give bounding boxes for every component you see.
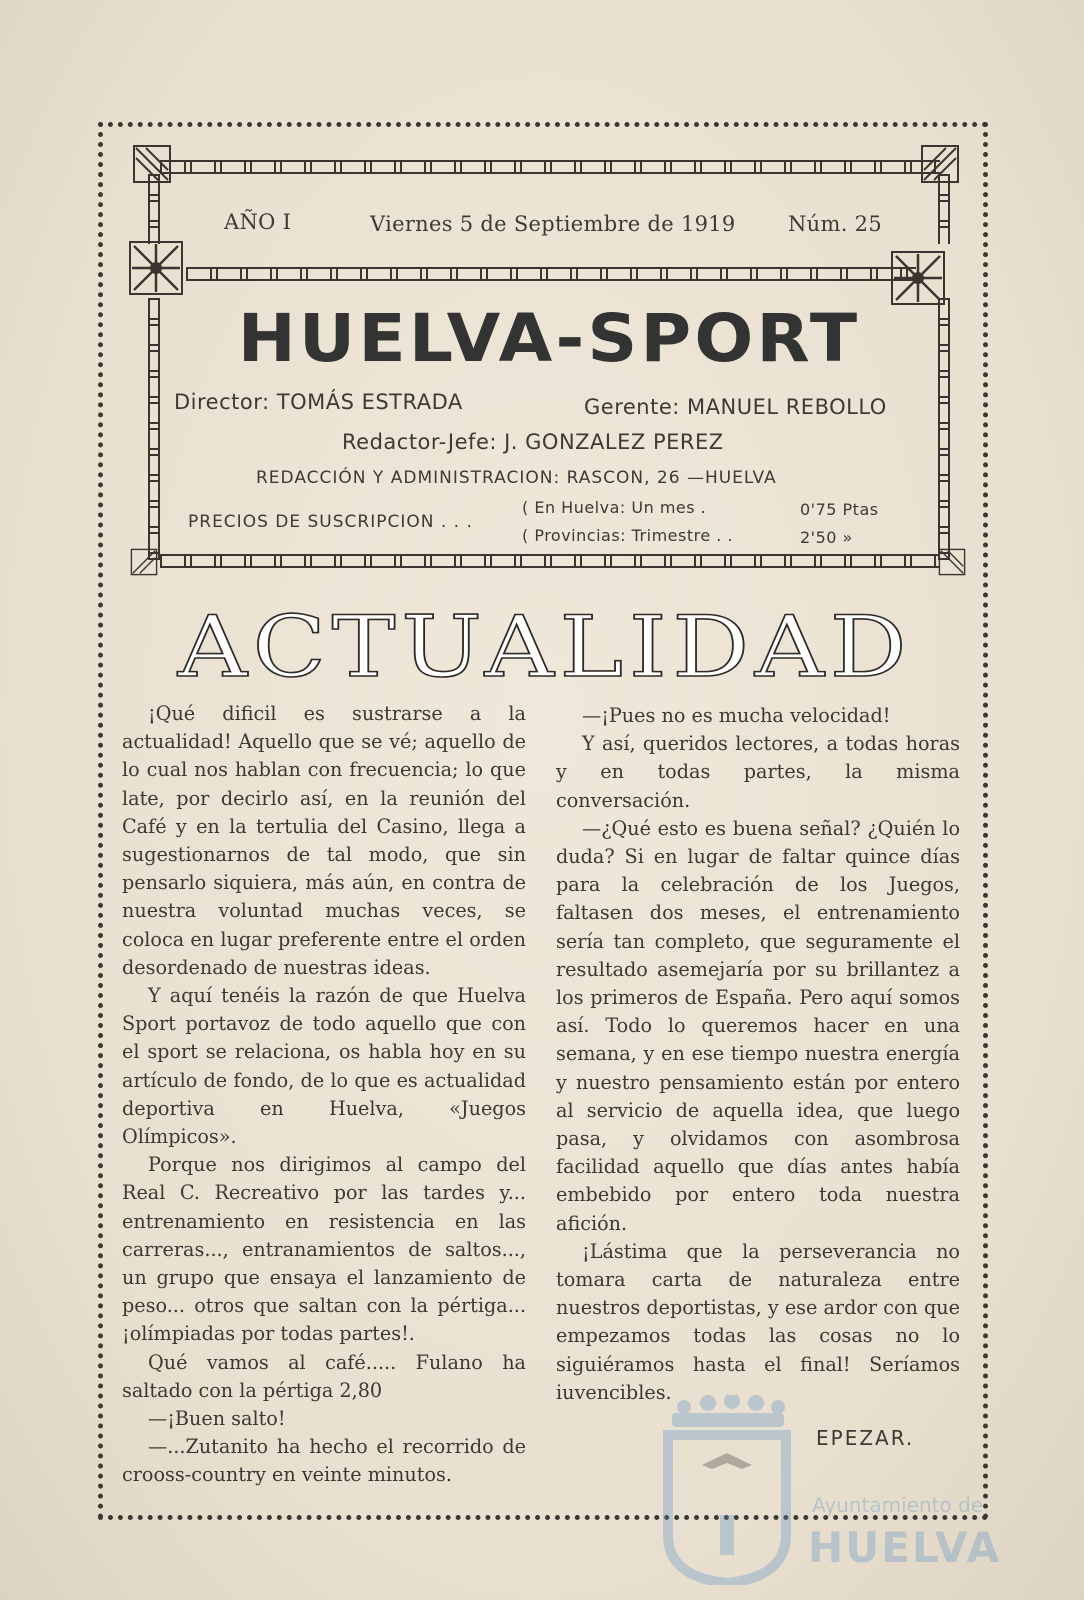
- paragraph: Y aquí tenéis la razón de que Huelva Sport portavoz de todo aquello que con el sport se relaciona, os habla hoy en su artículo de fondo, de lo que es actualidad deportiva en Huelva, «Juegos Olímpicos».: [122, 984, 526, 1149]
- price-provinces-label: ( Provincias: Trimestre . .: [522, 526, 734, 545]
- middle-chain-border: [186, 267, 916, 281]
- director-line: Director: TOMÁS ESTRADA: [174, 390, 463, 414]
- paragraph: —¡Pues no es mucha velocidad!: [582, 704, 891, 727]
- author-signature: EPEZAR.: [816, 1426, 915, 1450]
- corner-ornament-icon: [132, 144, 172, 184]
- coat-of-arms-icon: [662, 1395, 792, 1585]
- issue-date: Viernes 5 de Septiembre de 1919: [370, 212, 736, 236]
- year-label: AÑO I: [224, 210, 292, 234]
- watermark-line1: Ayuntamiento de: [812, 1493, 984, 1517]
- subscription-prices-label: PRECIOS DE SUSCRIPCION . . .: [188, 512, 473, 532]
- top-chain-border: [160, 160, 940, 174]
- watermark-line2: HUELVA: [808, 1523, 1002, 1572]
- masthead: [138, 150, 960, 590]
- paragraph: —...Zutanito ha hecho el recorrido de crooss-country en veinte minutos.: [122, 1435, 526, 1487]
- issue-number: Núm. 25: [788, 212, 882, 236]
- corner-ornament-icon: [938, 548, 966, 576]
- star-ornament-icon: [890, 250, 946, 306]
- address-line: REDACCIÓN Y ADMINISTRACION: RASCON, 26 —HUELVA: [256, 468, 777, 488]
- paragraph: ¡Lástima que la perseverancia no tomara carta de naturaleza entre nuestros deportistas, y ese ardor con que empezamos todas las cosas no lo siguiéramos hasta el final! Seríamos iuvencibles.: [556, 1239, 960, 1404]
- paragraph: —¿Qué esto es buena señal? ¿Quién lo duda? Si en lugar de faltar quince días para la celebración de los Juegos, faltasen dos meses, el entrenamiento sería tan completo, que seguramente el resultado asemejaría por su brillantez a los primeros de España. Pero aquí somos así. Todo lo queremos hacer en una semana, y en ese tiempo nuestra energía y nuestro pensamiento están por entero al servicio de aquella idea, que luego pasa, y olvidamos con asombrosa facilidad aquello que días antes había embebido por entero toda nuestra afición.: [556, 816, 960, 1235]
- paragraph: Y así, queridos lectores, a todas horas y en todas partes, la misma conversación.: [556, 732, 960, 812]
- star-ornament-icon: [128, 240, 184, 296]
- article-left-column: [122, 700, 526, 1490]
- corner-ornament-icon: [130, 548, 158, 576]
- right-chain-upper: [938, 174, 950, 244]
- archive-watermark: [662, 1395, 1002, 1585]
- paragraph: —¡Buen salto!: [148, 1407, 286, 1431]
- paragraph: Porque nos dirigimos al campo del Real C. Recreativo por las tardes y... entrenamiento en resistencia en las carreras..., entranamientos de saltos..., un grupo que ensaya el lanzamiento de peso... otros que saltan con la pértiga... ¡olímpiadas por todas partes!.: [122, 1153, 526, 1346]
- price-huelva-label: ( En Huelva: Un mes .: [522, 498, 707, 517]
- article-right-column: [556, 702, 960, 1407]
- bottom-chain-border: [160, 554, 940, 568]
- manager-line: Gerente: MANUEL REBOLLO: [584, 395, 887, 419]
- paragraph: Qué vamos al café..... Fulano ha saltado con la pértiga 2,80: [122, 1350, 526, 1402]
- price-provinces-value: 2'50 »: [800, 528, 853, 547]
- newspaper-title: HUELVA-SPORT: [237, 300, 861, 377]
- left-chain-upper: [148, 174, 160, 244]
- editor-line: Redactor-Jefe: J. GONZALEZ PEREZ: [342, 430, 724, 454]
- paragraph: ¡Qué dificil es sustrarse a la actualidad! Aquello que se vé; aquello de lo cual nos hablan con frecuencia; lo que late, por decirlo así, en la reunión del Café y en la tertulia del Casino, llega a sugestionarnos de tal modo, que sin pensarlo siquiera, más aún, en contra de nuestra voluntad muchas veces, se coloca en lugar preferente entre el orden desordenado de nuestras ideas.: [122, 702, 526, 979]
- corner-ornament-icon: [920, 144, 960, 184]
- article-heading: ACTUALIDAD: [177, 598, 913, 696]
- price-huelva-value: 0'75 Ptas: [800, 500, 879, 519]
